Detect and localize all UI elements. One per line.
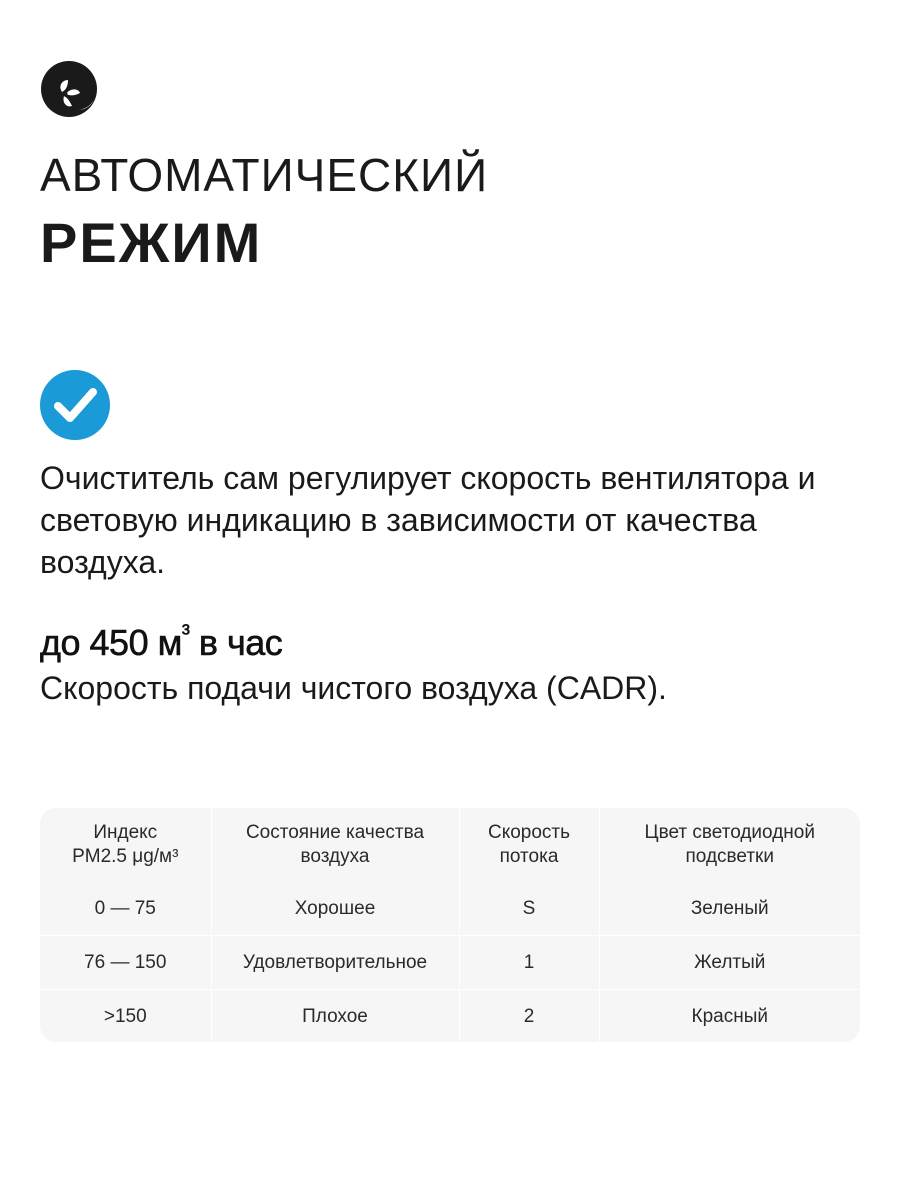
cadr-value-prefix: до 450 м — [40, 622, 182, 663]
description-text: Очиститель сам регулирует скорость вентилятора и световую индикацию в зависимости от качества воздуха. — [40, 460, 816, 580]
table-cell: >150 — [40, 990, 211, 1043]
moon-flower-logo-icon — [40, 60, 98, 118]
table-cell: Хорошее — [211, 882, 459, 936]
table-header-row — [40, 808, 860, 882]
air-quality-table — [40, 808, 860, 1042]
table-cell: Красный — [599, 990, 860, 1043]
header-air-quality-line1: Состояние качества — [245, 822, 425, 843]
header-flow-speed-line1: Скорость — [487, 822, 571, 843]
header-led-color-line2: подсветки — [685, 846, 774, 867]
page-title-line2: РЕЖИМ — [40, 211, 263, 274]
table-cell: 2 — [459, 990, 599, 1043]
table-cell: 0 — 75 — [94, 897, 156, 919]
header-led-color-line1: Цвет светодиодной — [644, 822, 815, 843]
table-row — [40, 936, 860, 990]
cadr-value — [40, 622, 282, 664]
header-pm-index-line2: PM2.5 μg/м³ — [72, 846, 179, 867]
table-cell: Плохое — [211, 990, 459, 1043]
table-cell: Желтый — [599, 936, 860, 990]
table-cell: Зеленый — [599, 882, 860, 936]
header-flow-speed — [459, 808, 599, 882]
cadr-value-sup: ³ — [181, 620, 190, 647]
table-row — [40, 990, 860, 1043]
cadr-value-suffix: в час — [189, 622, 283, 663]
checkmark-circle-icon — [40, 370, 110, 440]
header-flow-speed-line2: потока — [499, 846, 559, 867]
table-cell: 76 — 150 — [40, 936, 211, 990]
table-cell: S — [459, 882, 599, 936]
header-air-quality — [211, 808, 459, 882]
table-cell: 1 — [459, 936, 599, 990]
cadr-label: Скорость подачи чистого воздуха (CADR). — [40, 670, 667, 706]
header-air-quality-line2: воздуха — [300, 846, 370, 867]
table-row — [40, 882, 860, 936]
header-led-color — [599, 808, 860, 882]
table-cell: Удовлетворительное — [211, 936, 459, 990]
header-pm-index-line1: Индекс — [93, 822, 158, 843]
page-title-line1: АВТОМАТИЧЕСКИЙ — [40, 149, 489, 201]
header-pm-index — [40, 808, 211, 882]
